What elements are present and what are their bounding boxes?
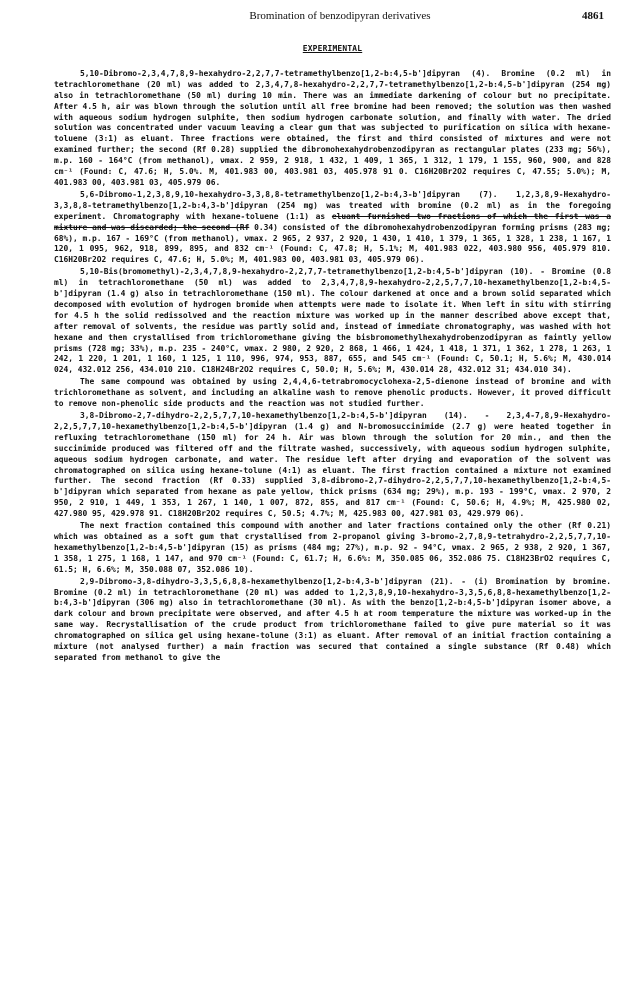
procedure-paragraph-alternative-method: The same compound was obtained by using 2,4,4,6-tetrabromocyclohexa-2,5-dienone instead of bromine and with trichloromethane as solvent, and including an alkaline wash to remove phenolic products. However, it proved difficult to remove non-phenolic side products and the reaction was not studied further.: [54, 377, 611, 409]
procedure-paragraph-bromo-15: The next fraction contained this compound with another and later fractions contained only the other (Rf 0.21) which was obtained as a soft gum that crystallised from 2-propanol giving 3-bromo-2,7,8,9-tetrahydro-2,2,5,7,7,10-hexamethylbenzo[1,2-b:4,5-b']dipyran (15) as prisms (484 mg; 27%), m.p. 92 - 94°C, νmax. 2 965, 2 938, 2 920, 1 367, 1 358, 1 275, 1 168, 1 147, and 970 cm⁻¹ (Found: C, 61.7; H, 6.6%: M, 350.085 06, 352.086 75. C18H23BrO2 requires C, 61.5; H, 6.6%; M, 350.088 07, 352.086 10).: [54, 521, 611, 574]
paragraph-text-before-strike: 5,6-Dibromo-1,2,3,8,9,10-hexahydro-3,3,8,8-tetramethylbenzo[1,2-b:4,3-b']dipyran (7). 1,2,3,8,9-Hexahydro-3,3,8,8-tetramethylbenzo[1,2-b:4,3-b']dipyran (254 mg) was treated with bromine (0.2 ml) as in the foregoing experiment. Chromatography with hexane-toluene (1:1) as: [54, 189, 611, 221]
procedure-paragraph-dibromo-7: [54, 190, 611, 266]
running-header: [70, 10, 610, 26]
struck-through-text: eluant furnished two fractions of which the first was a mixture and was discarded; the second (Rf: [54, 211, 611, 232]
page-number: 4861: [582, 10, 604, 22]
paragraph-text-after-strike: 0.34) consisted of the dibromohexahydrobenzodipyran forming prisms (283 mg; 68%), m.p. 167 - 169°C (from methanol), νmax. 2 965, 2 937, 2 920, 1 430, 1 410, 1 379, 1 365, 1 328, 1 238, 1 167, 1 120, 1 095, 962, 918, 899, 895, and 832 cm⁻¹ (Found: C, 47.8; H, 5.1%; M, 401.983 022, 403.980 956, 405.979 810. C16H20Br2O2 requires C, 47.6; H, 5.0%; M, 401.983 00, 403.981 03, 405.979 06).: [54, 222, 611, 265]
procedure-paragraph-dibromo-14: 3,8-Dibromo-2,7-dihydro-2,2,5,7,7,10-hexamethylbenzo[1,2-b:4,5-b']dipyran (14). - 2,3,4-7,8,9-Hexahydro-2,2,5,7,7,10-hexamethylbenzo[1,2-b:4,5-b']dipyran (1.4 g) and N-bromosuccinimide (2.7 g) were heated together in refluxing tetrachloromethane (150 ml) for 24 h. Air was blown through the solution for 20 min., and then the succinimide produced was filtered off and the filtrate washed, successively, with aqueous sodium hydrogen sulphite, aqueous sodium hydrogen carbonate, and water. The residue left after drying and evaporation of the solvent was chromatographed on silica using hexane-tolune (4:1) as eluant. The first fraction contained a mixture not examined further. The second fraction (Rf 0.33) supplied 3,8-dibromo-2,7-dihydro-2,2,5,7,7,10-hexamethylbenzo[1,2-b:4,5-b']dipyran which separated from hexane as pale yellow, thick prisms (634 mg; 29%), m.p. 193 - 199°C, νmax. 2 970, 2 950, 2 910, 1 449, 1 353, 1 267, 1 140, 1 007, 872, 855, and 817 cm⁻¹ (Found: C, 50.6; H, 4.9%; M, 425.980 02, 427.980 95, 429.978 91. C18H20Br2O2 requires C, 50.5; 4.7%; M, 425.983 00, 427.981 03, 429.979 06).: [54, 411, 611, 519]
article-body: [54, 44, 611, 664]
procedure-paragraph-dibromo-4: 5,10-Dibromo-2,3,4,7,8,9-hexahydro-2,2,7,7-tetramethylbenzo[1,2-b:4,5-b']dipyran (4). Bromine (0.2 ml) in tetrachloromethane (20 ml) was added to 2,3,4,7,8-hexahydro-2,2,7,7-tetramethylbenzo[1,2-b:4,5-b']dipyran (254 mg) also in tetrachloromethane (50 ml) during 10 min. There was an immediate darkening of colour but no precipitate. After 4.5 h, air was blown through the solution until all free bromine had been removed; the solution was then washed with aqueous sodium hydrogen sulphite, then sodium hydrogen carbonate solution, and finally with water. The dried solution was concentrated under vacuum leaving a clear gum that was subjected to purification on silica with hexane-toluene (3:1) as eluant. Three fractions were obtained, the first and third consisted of mixtures and were not examined further; the second (Rf 0.28) supplied the dibromohexahydrobenzodipyran as rectangular plates (233 mg; 56%), m.p. 160 - 164°C (from methanol), νmax. 2 959, 2 918, 1 432, 1 409, 1 365, 1 312, 1 179, 1 155, 960, 900, and 828 cm⁻¹ (Found: C, 47.6; H, 5.0%. M, 401.983 00, 403.981 03, 405.978 91 0. C16H20Br2O2 requires C, 47.55; 5.0%); M, 401.983 00, 403.981 03, 405.979 06.: [54, 68, 611, 187]
procedure-paragraph-dibromo-21: 2,9-Dibromo-3,8-dihydro-3,3,5,6,8,8-hexamethylbenzo[1,2-b:4,3-b']dipyran (21). - (i) Bromination by bromine. Bromine (0.2 ml) in tetrachloromethane (20 ml) was added to 1,2,3,8,9,10-hexahydro-3,3,5,6,8,8-hexamethylbenzo[1,2-b:4,3-b']dipyran (306 mg) also in tetrachloromethane (30 ml). As with the benzo[1,2-b:4,5-b']dipyran isomer above, a dark colour and brown precipitate were observed, and after 4.5 h at room temperature the mixture was worked-up in the same way. Recrystallisation of the crude product from trichloromethane failed to give pure material so it was chromatographed on silica gel using hexane-tolune (3:1) as eluant. After removal of an initial fraction containing a mixture (not analysed further) a main fraction was secured that contained a single substance (Rf 0.48) which separated from methanol to give the: [54, 576, 611, 662]
running-title: Bromination of benzodipyran derivatives: [249, 10, 431, 22]
section-heading: EXPERIMENTAL: [302, 44, 363, 53]
procedure-paragraph-bisbromomethyl-10: 5,10-Bis(bromomethyl)-2,3,4,7,8,9-hexahydro-2,2,7,7-tetramethylbenzo[1,2-b:4,5-b']dipyran (10). - Bromine (0.8 ml) in tetrachloromethane (50 ml) was added to 2,3,4,7,8,9-hexahydro-2,2,5,7,7,10-hexamethylbenzo[1,2-b:4,5-b']dipyran (1.4 g) also in tetrachloromethane (150 ml). The colour darkened at once and a brown solid separated which decomposed with evolution of hydrogen bromide when attempts were made to isolate it. When left in situ with stirring for 4.5 h the solid redissolved and the reaction mixture was worked up in the manner described above except that, after removal of solvents, the residue was partly solid and, instead of immediate chromatography, was washed with hot hexane and then crystallised from trichloromethane giving the bisbromomethylhexahydrobenzodipyran as faintly yellow prisms (728 mg; 33%), m.p. 235 - 240°C, νmax. 2 980, 2 920, 2 868, 1 466, 1 424, 1 418, 1 371, 1 362, 1 278, 1 263, 1 242, 1 220, 1 201, 1 160, 1 125, 1 110, 996, 974, 953, 887, 655, and 545 cm⁻¹ (Found: C, 50.1; H, 5.6%; M, 430.014 024, 432.012 256, 434.010 210. C18H24Br2O2 requires C, 50.0; H, 5.6%; M, 430.014 28, 432.012 31; 434.010 34).: [54, 267, 611, 375]
